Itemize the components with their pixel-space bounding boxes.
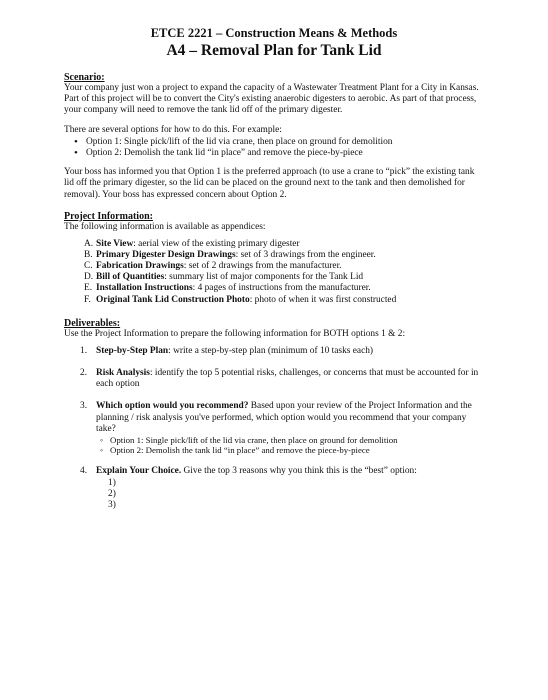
reasons-list xyxy=(108,478,484,511)
deliverables-heading: Deliverables: xyxy=(64,317,121,329)
assignment-title: A4 – Removal Plan for Tank Lid xyxy=(166,42,382,59)
project-info-intro: The following information is available as appendices: xyxy=(64,221,266,232)
appendix-item: E. Installation Instructions: 4 pages of instructions from the manufacturer. xyxy=(84,283,371,294)
appendix-item: A. Site View: aerial view of the existing primary digester xyxy=(84,239,300,250)
scenario-paragraph: Your company just won a project to expand the capacity of a Wastewater Treatment Plant for a City in Kansas. Part of this project will be to convert the City's existing anaerobic digesters to aerobic. As part of that process, your company will need to remove the tank lid off of the primary digester. xyxy=(64,83,479,116)
appendix-item: C. Fabrication Drawings: set of 2 drawings from the manufacturer. xyxy=(84,261,342,272)
reason-item: 3) xyxy=(108,500,116,511)
recommend-options-list xyxy=(96,435,484,455)
appendix-list xyxy=(64,239,484,306)
deliverable-item: 3. Which option would you recommend? Based upon your review of the Project Information and the planning / risk analysis you've performed, which option would you recommend that your company take? ◦ Option 1: Single pick/lift of the lid via crane, then place on ground for demolition ◦ Option 2: Demolish the tank lid “in place” and remove the piece-by-piece xyxy=(80,401,484,455)
appendix-item: F. Original Tank Lid Construction Photo: photo of when it was first constructed xyxy=(84,294,397,305)
appendix-item: D. Bill of Quantities: summary list of major components for the Tank Lid xyxy=(84,272,364,283)
option-item: • Option 1: Single pick/lift of the lid via crane, then place on ground for demolition xyxy=(86,137,484,148)
options-list xyxy=(64,137,484,159)
scenario-heading: Scenario: xyxy=(64,72,105,83)
deliverables-list xyxy=(64,346,484,511)
sub-option-item: ◦ Option 2: Demolish the tank lid “in place” and remove the piece-by-piece xyxy=(110,445,484,455)
project-info-heading: Project Information: xyxy=(64,210,153,222)
reason-item: 2) xyxy=(108,489,116,500)
appendix-item: B. Primary Digester Design Drawings: set of 3 drawings from the engineer. xyxy=(84,250,376,261)
reason-item: 1) xyxy=(108,478,116,489)
boss-paragraph: Your boss has informed you that Option 1 is the preferred approach (to use a crane to “pick” the existing tank lid off the primary digester, so the lid can be placed on the ground next to the tank and then demolished for removal). Your boss has expressed concern about Option 2. xyxy=(64,167,475,200)
options-intro: There are several options for how to do this. For example: xyxy=(64,124,282,135)
option-item: • Option 2: Demolish the tank lid “in place” and remove the piece-by-piece xyxy=(86,148,484,159)
deliverables-intro: Use the Project Information to prepare the following information for BOTH options 1 & 2: xyxy=(64,328,406,339)
deliverable-item: 2. Risk Analysis: identify the top 5 potential risks, challenges, or concerns that must be accounted for in each option xyxy=(80,368,479,390)
course-title: ETCE 2221 – Construction Means & Methods xyxy=(150,26,398,40)
deliverable-item: 4. Explain Your Choice. Give the top 3 reasons why you think this is the “best” option: 1) 2) 3) xyxy=(80,466,484,511)
deliverable-item: 1. Step-by-Step Plan: write a step-by-step plan (minimum of 10 tasks each) xyxy=(80,345,374,356)
sub-option-item: ◦ Option 1: Single pick/lift of the lid via crane, then place on ground for demolition xyxy=(110,435,484,445)
